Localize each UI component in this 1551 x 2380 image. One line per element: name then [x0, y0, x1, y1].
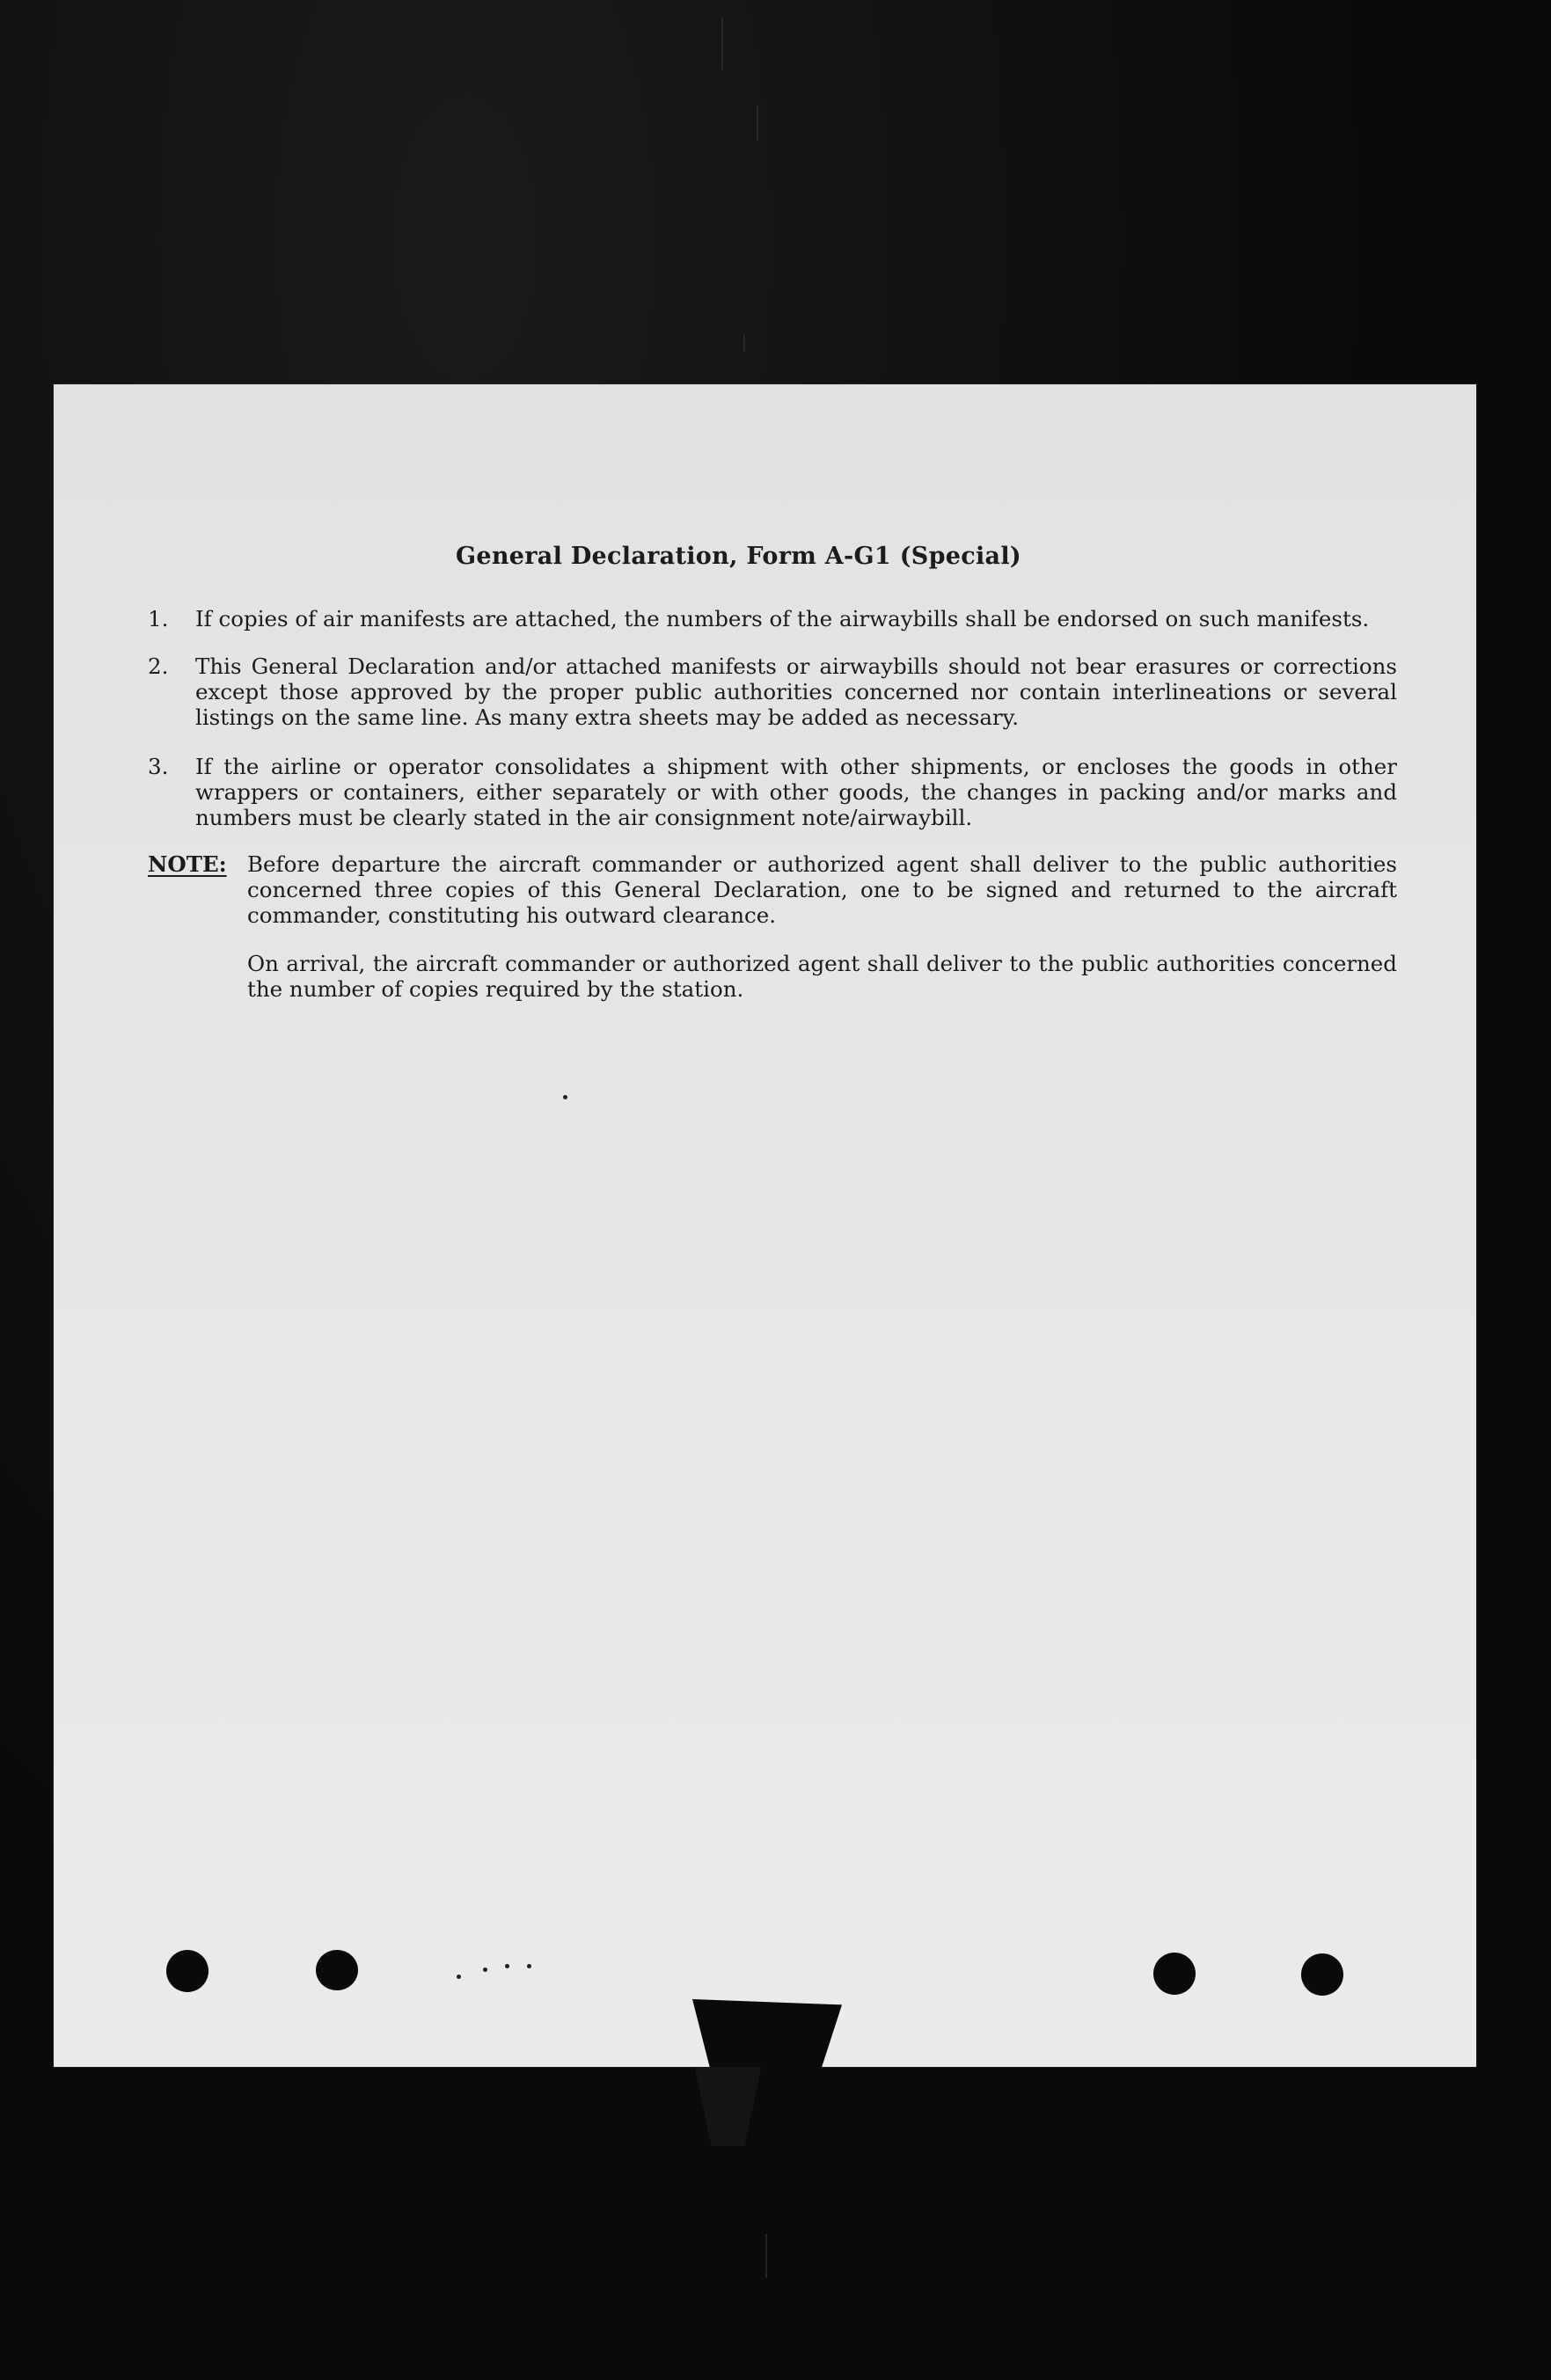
note-section	[148, 851, 1397, 928]
document-title: General Declaration, Form A-G1 (Special)	[456, 543, 1021, 570]
document-body	[54, 384, 1476, 2067]
binder-hole	[316, 1950, 358, 1990]
item-number: 3.	[148, 754, 169, 779]
film-scratch	[757, 106, 758, 141]
instruction-item-3	[148, 754, 1397, 830]
item-text: If the airline or operator consolidates a shipment with other shipments, or encloses the goods in other wrappers or containers, either separately or with other goods, the changes in packing and/or marks and numbers must be clearly stated in the air consignment note/airwaybill.	[195, 754, 1397, 830]
binder-hole	[166, 1950, 209, 1992]
speck	[457, 1975, 461, 1979]
note-label: NOTE:	[148, 851, 227, 877]
instruction-item-2	[148, 653, 1397, 730]
item-text: If copies of air manifests are attached, the numbers of the airwaybills shall be endorsed on such manifests.	[195, 606, 1370, 632]
note-paragraph-2: On arrival, the aircraft commander or authorized agent shall deliver to the public authorities concerned the number of copies required by the station.	[247, 951, 1397, 1002]
note-paragraph-1: Before departure the aircraft commander or authorized agent shall deliver to the public authorities concerned three copies of this General Declaration, one to be signed and returned to the aircraft commander, constituting his outward clearance.	[247, 851, 1397, 928]
speck	[563, 1095, 567, 1099]
item-number: 2.	[148, 653, 169, 679]
instruction-item-1	[148, 606, 1397, 632]
document-page	[54, 384, 1476, 2067]
speck	[483, 1968, 487, 1972]
item-text: This General Declaration and/or attached manifests or airwaybills should not bear erasures or corrections except those approved by the proper public authorities concerned nor contain interlineations or several listings on the same line. As many extra sheets may be added as necessary.	[195, 653, 1397, 730]
film-scratch	[743, 334, 745, 352]
film-scratch	[765, 2234, 767, 2278]
film-scratch	[721, 18, 723, 70]
item-number: 1.	[148, 606, 169, 632]
speck	[527, 1964, 531, 1968]
binding-tab	[692, 1999, 842, 2070]
speck	[505, 1964, 509, 1968]
binder-hole	[1153, 1953, 1196, 1995]
binder-hole	[1301, 1953, 1343, 1996]
